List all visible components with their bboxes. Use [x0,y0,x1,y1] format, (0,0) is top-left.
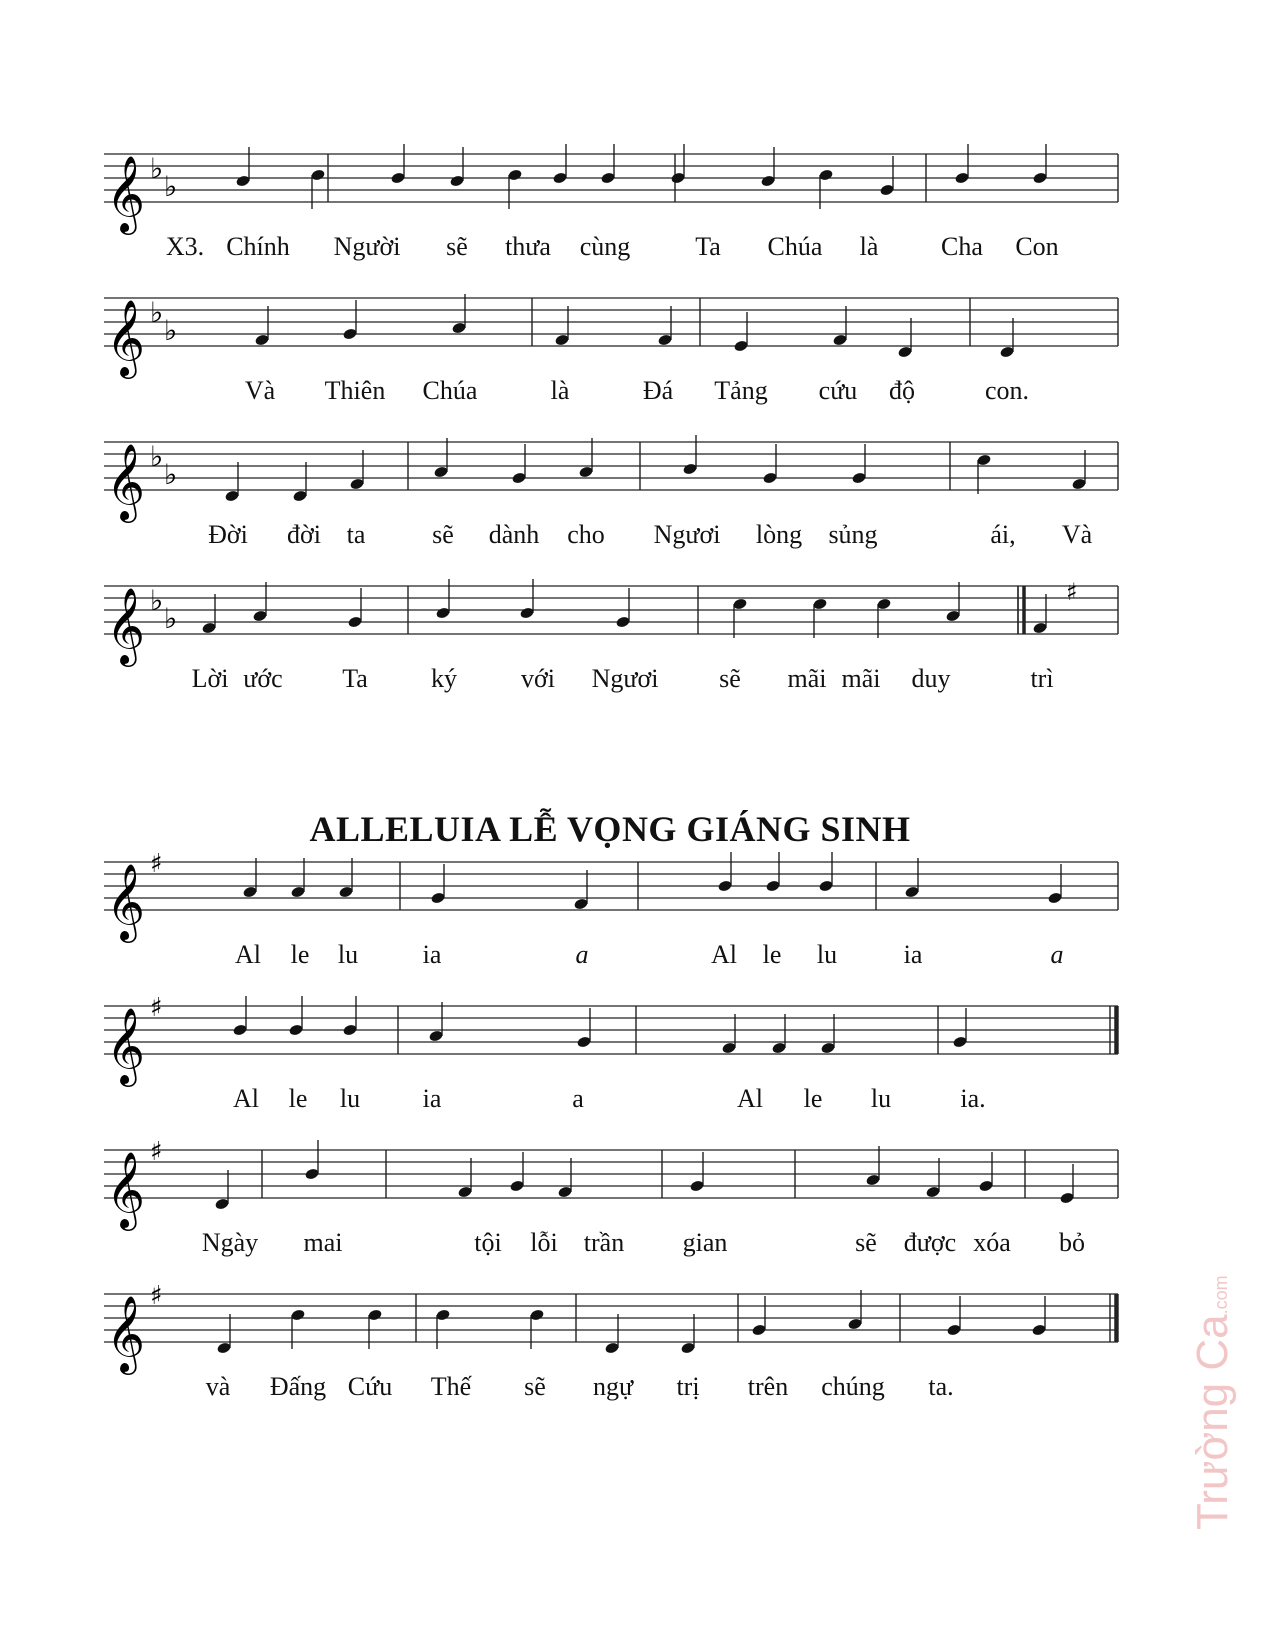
treble-clef-icon: 𝄞 [106,299,146,376]
lyric-syllable: ước [243,664,283,693]
lyric-syllable: Thiên [324,376,386,405]
lyric-syllable: Al [233,1084,259,1113]
lyric-syllable: là [859,232,879,261]
lyric-syllable: Cha [941,232,983,261]
lyric-syllable: sẽ [524,1372,546,1401]
sharp-icon: ♯ [150,849,163,879]
lyric-syllable: a [572,1084,584,1113]
flat-icon: ♭ [164,170,178,203]
lyric-syllable: là [550,376,570,405]
lyric-syllable: sẽ [855,1228,877,1257]
flat-icon: ♭ [150,440,164,473]
lyric-syllable: ia [903,940,923,969]
lyric-syllable: Đá [642,376,674,405]
lyric-syllable: trì [1030,664,1054,693]
lyric-syllable: bỏ [1059,1228,1085,1257]
lyric-syllable: Ta [695,232,721,261]
lyric-syllable: X3. [165,232,205,261]
lyric-syllable: xóa [973,1228,1011,1257]
lyric-syllable: Đấng [269,1372,327,1401]
lyric-syllable: lỗi [530,1228,558,1257]
lyric-syllable: Và [1061,520,1093,549]
lyric-syllable: Đời [208,520,248,549]
lyric-syllable: Al [235,940,261,969]
lyric-syllable: ia [422,1084,442,1113]
lyric-syllable: ký [431,664,457,693]
lyric-syllable: tội [474,1228,502,1257]
lyric-syllable: trên [747,1372,789,1401]
lyric-syllable: Ngươi [591,664,659,693]
lyric-syllable: Lời [191,664,229,693]
flat-icon: ♭ [164,314,178,347]
lyric-syllable: sủng [828,520,878,549]
flat-icon: ♭ [164,602,178,635]
treble-clef-icon: 𝄞 [106,155,146,232]
lyric-syllable: Chính [226,232,290,261]
lyric-syllable: sẽ [719,664,741,693]
lyric-syllable: cứu [818,376,858,405]
staff-system-7 [104,1150,1118,1198]
flat-icon: ♭ [150,152,164,185]
lyric-syllable: lu [816,940,838,969]
lyric-syllable: mãi [787,664,827,693]
staff-system-2 [104,298,1118,346]
lyric-syllable: đời [287,520,321,549]
flat-icon: ♭ [164,458,178,491]
lyric-syllable: le [762,940,782,969]
lyric-syllable: sẽ [432,520,454,549]
staff-system-8 [104,1294,1118,1342]
sharp-icon: ♯ [150,993,163,1023]
lyric-syllable: trần [583,1228,625,1257]
flat-icon: ♭ [150,584,164,617]
lyric-syllable: gian [682,1228,728,1257]
treble-clef-icon: 𝄞 [106,1007,146,1084]
sharp-icon: ♯ [1066,578,1078,606]
lyric-syllable: cho [567,520,605,549]
lyric-syllable: ia. [960,1084,986,1113]
lyric-syllable: độ [889,376,915,405]
lyric-syllable: a [1050,940,1064,969]
lyric-syllable: Al [711,940,737,969]
lyric-syllable: chúng [821,1372,885,1401]
lyric-syllable: le [288,1084,308,1113]
lyric-syllable: ái, [990,520,1016,549]
treble-clef-icon: 𝄞 [106,443,146,520]
lyric-syllable: Chúa [767,232,823,261]
lyric-syllable: Người [333,232,401,261]
lyric-syllable: cùng [579,232,631,261]
lyric-syllable: Al [737,1084,763,1113]
lyric-syllable: mãi [841,664,881,693]
lyric-syllable: duy [911,664,951,693]
lyric-syllable: le [290,940,310,969]
lyric-syllable: ia [422,940,442,969]
lyric-syllable: Thế [430,1372,472,1401]
lyric-syllable: Chúa [422,376,478,405]
sharp-icon: ♯ [150,1281,163,1311]
lyric-syllable: được [903,1228,957,1257]
lyric-syllable: Ngày [201,1228,259,1257]
lyric-syllable: Ngươi [653,520,721,549]
lyric-syllable: với [521,664,555,693]
watermark-text: Trường Ca [1188,1314,1237,1530]
treble-clef-icon: 𝄞 [106,1151,146,1228]
lyric-syllable: le [803,1084,823,1113]
treble-clef-icon: 𝄞 [106,587,146,664]
lyric-syllable: Ta [342,664,368,693]
lyric-syllable: ngự [592,1372,634,1401]
lyric-syllable: Tảng [714,376,768,405]
lyric-syllable: lu [339,1084,361,1113]
lyric-syllable: lu [870,1084,892,1113]
treble-clef-icon: 𝄞 [106,863,146,940]
lyric-syllable: ta. [928,1372,954,1401]
lyric-syllable: con. [984,376,1030,405]
lyric-syllable: và [205,1372,231,1401]
lyric-syllable: Và [244,376,276,405]
sharp-icon: ♯ [150,1137,163,1167]
staff-system-4 [104,586,1118,634]
lyric-syllable: lòng [755,520,803,549]
lyric-syllable: lu [337,940,359,969]
lyric-syllable: trị [676,1372,700,1401]
treble-clef-icon: 𝄞 [106,1295,146,1372]
lyric-syllable: a [575,940,589,969]
flat-icon: ♭ [150,296,164,329]
song-title: ALLELUIA LỄ VỌNG GIÁNG SINH [309,809,911,849]
lyric-syllable: sẽ [446,232,468,261]
lyric-syllable: dành [488,520,540,549]
watermark-suffix: .com [1211,1275,1231,1315]
watermark [1188,1275,1238,1530]
lyric-syllable: Cứu [347,1372,393,1401]
lyric-syllable: mai [303,1228,343,1257]
lyric-syllable: Con [1015,232,1059,261]
lyric-syllable: ta [346,520,366,549]
staff-system-3 [104,442,1118,490]
lyric-syllable: thưa [505,232,551,261]
